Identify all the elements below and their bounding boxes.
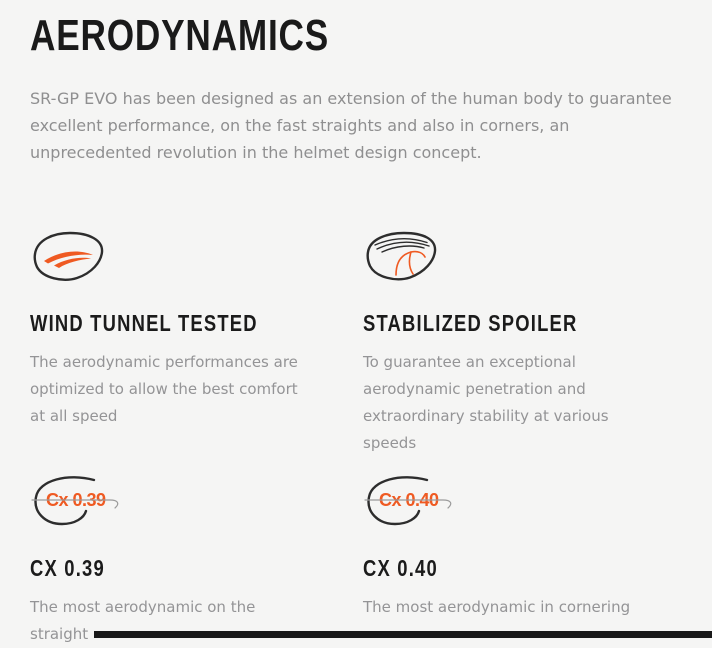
page-title-text: AERODYNAMICS xyxy=(30,11,330,60)
feature-description-cx-039: The most aerodynamic on the straight xyxy=(30,598,256,643)
helmet-cx-040-icon xyxy=(363,475,696,527)
feature-cx-040 xyxy=(363,475,696,648)
feature-wind-tunnel xyxy=(30,230,363,457)
feature-title-stabilized-spoiler: STABILIZED SPOILER xyxy=(363,310,578,336)
helmet-cx-039-icon xyxy=(30,475,363,527)
feature-title-wind-tunnel: WIND TUNNEL TESTED xyxy=(30,310,258,336)
feature-description-cx-040: The most aerodynamic in cornering xyxy=(363,598,631,616)
feature-title-cx-039: CX 0.39 xyxy=(30,555,105,581)
cx-value-label: Cx 0.39 xyxy=(46,490,106,510)
section-intro: SR-GP EVO has been designed as an extension of the human body to guarantee excellent performance, on the fast straights and also in corners, an unprecedented revolution in the helmet design concept. xyxy=(30,89,672,162)
helmet-wind-swoosh-icon xyxy=(30,230,363,282)
cx-value-label: Cx 0.40 xyxy=(379,490,439,510)
feature-title-cx-040: CX 0.40 xyxy=(363,555,438,581)
feature-description-wind-tunnel: The aerodynamic performances are optimized to allow the best comfort at all speed xyxy=(30,353,298,425)
feature-stabilized-spoiler xyxy=(363,230,696,457)
helmet-spoiler-airflow-icon xyxy=(363,230,696,282)
features-grid xyxy=(30,230,682,648)
page-title xyxy=(30,11,682,60)
feature-description-stabilized-spoiler: To guarantee an exceptional aerodynamic penetration and extraordinary stability at various speeds xyxy=(363,353,609,452)
next-section-edge xyxy=(94,631,712,638)
feature-cx-039 xyxy=(30,475,363,648)
